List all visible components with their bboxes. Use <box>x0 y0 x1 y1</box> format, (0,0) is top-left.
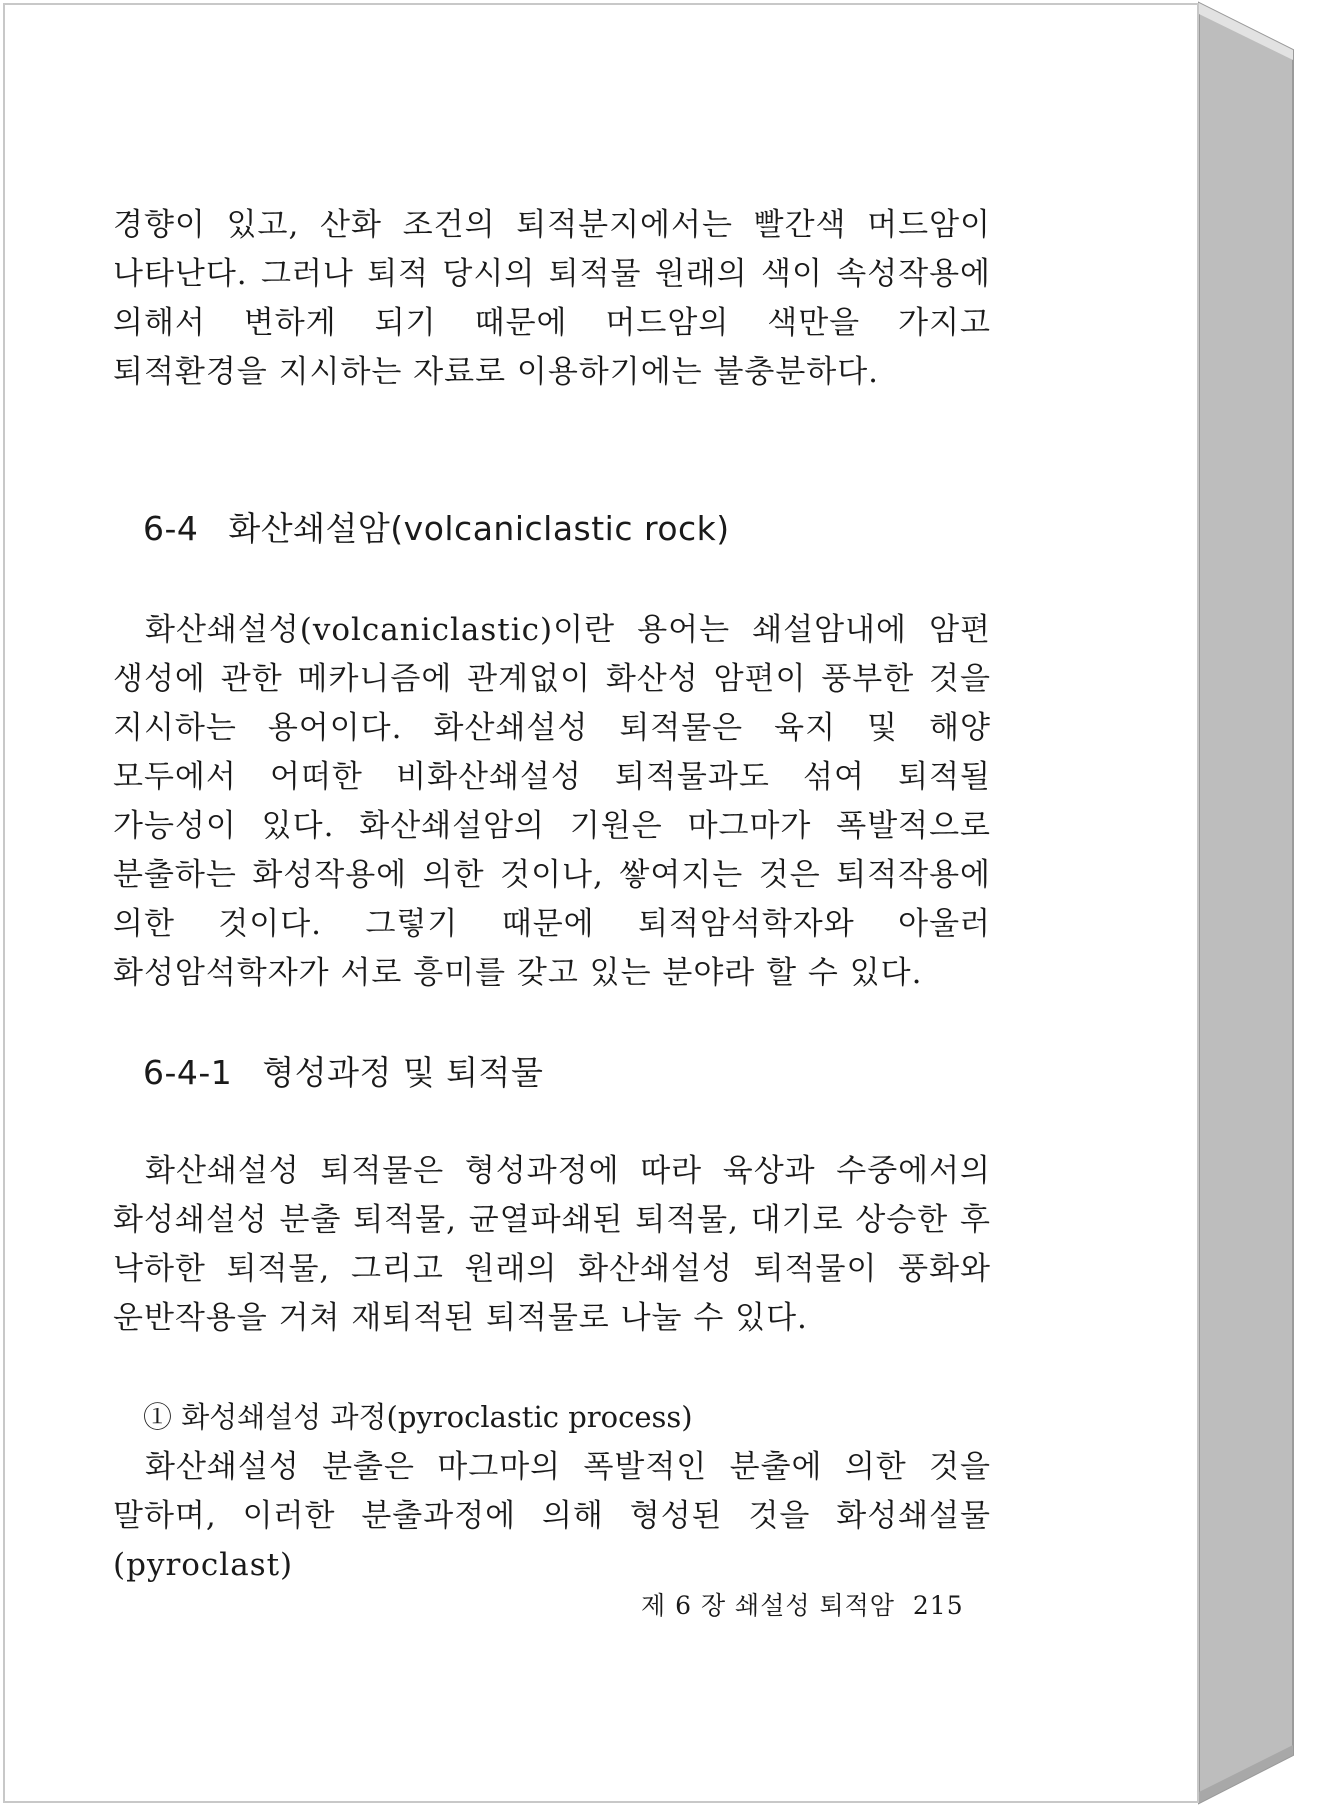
section-number: 6-4 <box>143 509 199 548</box>
subsection-title: 형성과정 및 퇴적물 <box>262 1053 544 1092</box>
paragraph-mudstone-color: 경향이 있고, 산화 조건의 퇴적분지에서는 빨간색 머드암이 나타난다. 그러나 퇴적 당시의 퇴적물 원래의 색이 속성작용에 의해서 변하게 되기 때문에 머드암의 색만을 가지고 퇴적환경을 지시하는 자료로 이용하기에는 불충분하다. <box>113 207 991 390</box>
section-title: 화산쇄설암(volcaniclastic rock) <box>228 509 730 548</box>
page-number: 215 <box>912 1591 964 1620</box>
paragraph-volcaniclastic-definition: 화산쇄설성(volcaniclastic)이란 용어는 쇄설암내에 암편 생성에 관한 메카니즘에 관계없이 화산성 암편이 풍부한 것을 지시하는 용어이다. 화산쇄설성 퇴적물은 육지 및 해양 모두에서 어떠한 비화산쇄설성 퇴적물과도 섞여 퇴적될 가능성이 있다. 화산쇄설암의 기원은 마그마가 폭발적으로 분출하는 화성작용에 의한 것이나, 쌓여지는 것은 퇴적작용에 의한 것이다. 그렇기 때문에 퇴적암석학자와 아울러 화성암석학자가 서로 흥미를 갖고 있는 분야라 할 수 있다. <box>113 612 991 991</box>
paragraph-pyroclastic-eruption: 화산쇄설성 분출은 마그마의 폭발적인 분출에 의한 것을 말하며, 이러한 분출과정에 의해 형성된 것을 화성쇄설물(pyroclast) <box>113 1449 991 1583</box>
subsection-number: 6-4-1 <box>143 1053 233 1092</box>
book-page <box>3 3 1199 1803</box>
item-heading-pyroclastic-process: ① 화성쇄설성 과정(pyroclastic process) <box>143 1400 693 1434</box>
footer-chapter-title: 제 6 장 쇄설성 퇴적암 <box>641 1591 895 1620</box>
subsection-heading-6-4-1 <box>143 1051 543 1095</box>
paragraph-formation-process: 화산쇄설성 퇴적물은 형성과정에 따라 육상과 수중에서의 화성쇄설성 분출 퇴적물, 균열파쇄된 퇴적물, 대기로 상승한 후 낙하한 퇴적물, 그리고 원래의 화산쇄설성 퇴적물이 풍화와 운반작용을 거쳐 재퇴적된 퇴적물로 나눌 수 있다. <box>113 1153 991 1336</box>
page-footer <box>641 1589 964 1623</box>
section-heading-6-4 <box>143 507 730 551</box>
